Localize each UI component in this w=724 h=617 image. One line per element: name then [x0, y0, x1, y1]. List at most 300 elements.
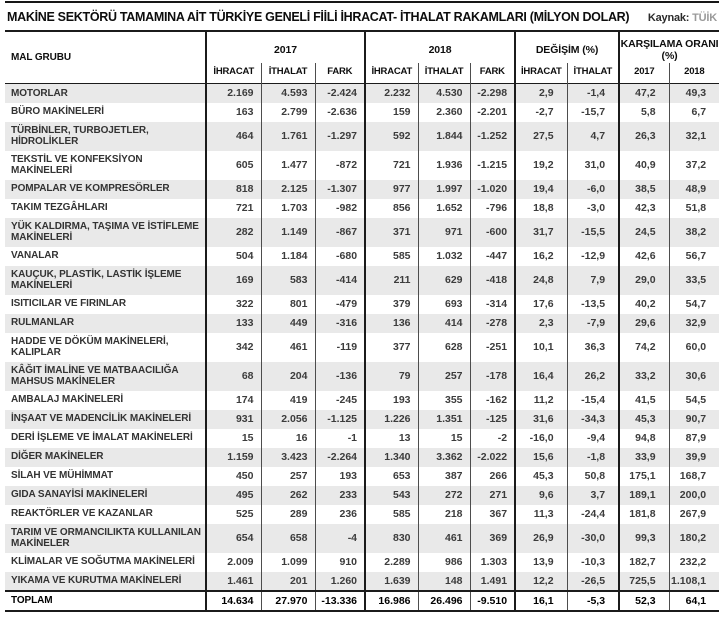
cell: -1,8 [567, 448, 619, 467]
row-label: POMPALAR VE KOMPRESÖRLER [11, 183, 170, 195]
row-label: TAKIM TEZGÂHLARI [11, 202, 108, 214]
cell: -16,0 [515, 429, 567, 448]
cell: 204 [261, 362, 315, 391]
cell: 414 [418, 314, 470, 333]
row-label: GIDA SANAYİSİ MAKİNELERİ [11, 489, 148, 501]
row-label: YIKAMA VE KURUTMA MAKİNELERİ [11, 574, 182, 586]
cell: 32,9 [669, 314, 719, 333]
cell: 31,6 [515, 410, 567, 429]
cell: 40,9 [619, 151, 669, 180]
table-row [5, 266, 719, 295]
cell: 40,2 [619, 295, 669, 314]
table-row [5, 84, 719, 103]
cell: 1.184 [261, 247, 315, 266]
cell: 1.477 [261, 151, 315, 180]
title-bar [5, 3, 719, 30]
table-row [5, 314, 719, 333]
cell: 1.491 [470, 572, 515, 591]
cell: -30,0 [567, 524, 619, 553]
cell: -1.020 [470, 180, 515, 199]
table-row [5, 362, 719, 391]
cell: 379 [365, 295, 418, 314]
cell: -136 [315, 362, 365, 391]
table-row [5, 218, 719, 247]
cell: 24,8 [515, 266, 567, 295]
table-row-total [5, 591, 719, 611]
cell: 7,9 [567, 266, 619, 295]
cell: 16,4 [515, 362, 567, 391]
cell: -125 [470, 410, 515, 429]
cell: 721 [206, 199, 261, 218]
cell: 1.703 [261, 199, 315, 218]
cell: -1.252 [470, 122, 515, 151]
cell: 12,2 [515, 572, 567, 591]
cell: 68 [206, 362, 261, 391]
cell: 133 [206, 314, 261, 333]
row-label: KÂĞIT İMALİNE VE MATBAACILIĞA MAHSUS MAKİNELER [11, 364, 179, 387]
cell: -2.298 [470, 84, 515, 103]
sub-header: İTHALAT [261, 63, 315, 84]
cell: 583 [261, 266, 315, 295]
cell: 13,9 [515, 553, 567, 572]
cell: -6,0 [567, 180, 619, 199]
group-header-degisim: DEĞİŞİM (%) [515, 31, 619, 63]
cell: 977 [365, 180, 418, 199]
cell: 856 [365, 199, 418, 218]
cell: -245 [315, 391, 365, 410]
table-row [5, 333, 719, 362]
cell: 41,5 [619, 391, 669, 410]
row-label: TEKSTİL VE KONFEKSİYON MAKİNELERİ [11, 153, 143, 176]
cell: 387 [418, 467, 470, 486]
cell: 1.260 [315, 572, 365, 591]
cell: 19,2 [515, 151, 567, 180]
sub-header: 2017 [619, 63, 669, 84]
cell: 1.340 [365, 448, 418, 467]
cell: 3,7 [567, 486, 619, 505]
table-row [5, 553, 719, 572]
cell: 322 [206, 295, 261, 314]
cell: -1.125 [315, 410, 365, 429]
table-row [5, 122, 719, 151]
cell: 45,3 [619, 410, 669, 429]
cell: 236 [315, 505, 365, 524]
source-label: Kaynak: [647, 12, 690, 24]
cell: 17,6 [515, 295, 567, 314]
cell: 525 [206, 505, 261, 524]
sub-header: 2018 [669, 63, 719, 84]
row-label: AMBALAJ MAKİNELERİ [11, 394, 124, 406]
row-label: RULMANLAR [11, 317, 74, 329]
cell: 262 [261, 486, 315, 505]
cell: -5,3 [567, 591, 619, 611]
cell: -119 [315, 333, 365, 362]
cell: 45,3 [515, 467, 567, 486]
cell: 721 [365, 151, 418, 180]
table-row [5, 467, 719, 486]
table-row [5, 103, 719, 122]
cell: 2.799 [261, 103, 315, 122]
sub-header: İHRACAT [365, 63, 418, 84]
row-label: KAUÇUK, PLASTİK, LASTİK İŞLEME MAKİNELERİ [11, 268, 182, 291]
table-row [5, 572, 719, 591]
cell: 1.303 [470, 553, 515, 572]
cell: -2,7 [515, 103, 567, 122]
cell: -13.336 [315, 591, 365, 611]
cell: 233 [315, 486, 365, 505]
cell: 629 [418, 266, 470, 295]
page-root [0, 1, 724, 617]
cell: -15,7 [567, 103, 619, 122]
cell: 90,7 [669, 410, 719, 429]
cell: 38,2 [669, 218, 719, 247]
cell: -479 [315, 295, 365, 314]
cell: 18,8 [515, 199, 567, 218]
cell: 26,3 [619, 122, 669, 151]
cell: 39,9 [669, 448, 719, 467]
group-header-row [5, 31, 719, 63]
cell: 11,2 [515, 391, 567, 410]
cell: 1.159 [206, 448, 261, 467]
cell: 257 [418, 362, 470, 391]
cell: 4.593 [261, 84, 315, 103]
cell: 9,6 [515, 486, 567, 505]
cell: 163 [206, 103, 261, 122]
cell: 4.530 [418, 84, 470, 103]
cell: 3.362 [418, 448, 470, 467]
cell: 32,1 [669, 122, 719, 151]
cell: 42,3 [619, 199, 669, 218]
cell: -2.264 [315, 448, 365, 467]
cell: 2.169 [206, 84, 261, 103]
cell: 14.634 [206, 591, 261, 611]
cell: -24,4 [567, 505, 619, 524]
cell: 461 [418, 524, 470, 553]
cell: 33,2 [619, 362, 669, 391]
table-row [5, 247, 719, 266]
cell: 193 [365, 391, 418, 410]
cell: -15,5 [567, 218, 619, 247]
cell: -982 [315, 199, 365, 218]
cell: 174 [206, 391, 261, 410]
group-header-2017: 2017 [206, 31, 365, 63]
cell: 26,9 [515, 524, 567, 553]
row-label: TÜRBİNLER, TURBOJETLER, HİDROLİKLER [11, 124, 149, 147]
cell: 15 [418, 429, 470, 448]
sub-header: İHRACAT [515, 63, 567, 84]
cell: 592 [365, 122, 418, 151]
cell: 266 [470, 467, 515, 486]
cell: 1.032 [418, 247, 470, 266]
cell: 1.639 [365, 572, 418, 591]
cell: -26,5 [567, 572, 619, 591]
cell: 654 [206, 524, 261, 553]
cell: 5,8 [619, 103, 669, 122]
cell: 464 [206, 122, 261, 151]
cell: 653 [365, 467, 418, 486]
cell: 148 [418, 572, 470, 591]
cell: 27,5 [515, 122, 567, 151]
cell: 54,7 [669, 295, 719, 314]
cell: 16,2 [515, 247, 567, 266]
cell: 628 [418, 333, 470, 362]
cell: -10,3 [567, 553, 619, 572]
table-row [5, 391, 719, 410]
cell: 64,1 [669, 591, 719, 611]
cell: 232,2 [669, 553, 719, 572]
cell: -418 [470, 266, 515, 295]
cell: -680 [315, 247, 365, 266]
cell: 377 [365, 333, 418, 362]
cell: -2.201 [470, 103, 515, 122]
cell: 257 [261, 467, 315, 486]
table-row [5, 295, 719, 314]
cell: -316 [315, 314, 365, 333]
cell: 461 [261, 333, 315, 362]
group-header-2018: 2018 [365, 31, 515, 63]
table-header [5, 31, 719, 84]
cell: 272 [418, 486, 470, 505]
cell: 369 [470, 524, 515, 553]
cell: -4 [315, 524, 365, 553]
cell: 31,7 [515, 218, 567, 247]
cell: 16,1 [515, 591, 567, 611]
cell: 801 [261, 295, 315, 314]
cell: -1.307 [315, 180, 365, 199]
cell: 16 [261, 429, 315, 448]
cell: -1.215 [470, 151, 515, 180]
cell: -12,9 [567, 247, 619, 266]
cell: 33,5 [669, 266, 719, 295]
cell: 4,7 [567, 122, 619, 151]
table-row [5, 180, 719, 199]
cell: 24,5 [619, 218, 669, 247]
cell: 27.970 [261, 591, 315, 611]
source-note [648, 12, 717, 24]
cell: -162 [470, 391, 515, 410]
cell: 13 [365, 429, 418, 448]
row-label: REAKTÖRLER VE KAZANLAR [11, 508, 153, 520]
row-label: VANALAR [11, 250, 59, 262]
cell: 189,1 [619, 486, 669, 505]
row-label: İNŞAAT VE MADENCİLİK MAKİNELERİ [11, 413, 192, 425]
cell: 585 [365, 247, 418, 266]
cell: 16.986 [365, 591, 418, 611]
cell: 99,3 [619, 524, 669, 553]
cell: 211 [365, 266, 418, 295]
cell: 10,1 [515, 333, 567, 362]
cell: 2.009 [206, 553, 261, 572]
cell: -3,0 [567, 199, 619, 218]
cell: -447 [470, 247, 515, 266]
row-label: MOTORLAR [11, 87, 68, 99]
cell: 2,3 [515, 314, 567, 333]
data-table [5, 30, 719, 612]
cell: 1.461 [206, 572, 261, 591]
cell: 38,5 [619, 180, 669, 199]
table-row [5, 486, 719, 505]
cell: 168,7 [669, 467, 719, 486]
cell: 504 [206, 247, 261, 266]
cell: 419 [261, 391, 315, 410]
table-row [5, 410, 719, 429]
cell: 1.351 [418, 410, 470, 429]
cell: 181,8 [619, 505, 669, 524]
cell: 29,0 [619, 266, 669, 295]
cell: 193 [315, 467, 365, 486]
corner-header: MAL GRUBU [11, 52, 72, 63]
cell: 658 [261, 524, 315, 553]
table-row [5, 199, 719, 218]
sub-header: İHRACAT [206, 63, 261, 84]
sub-header: İTHALAT [567, 63, 619, 84]
cell: 49,3 [669, 84, 719, 103]
cell: -2.424 [315, 84, 365, 103]
cell: -600 [470, 218, 515, 247]
cell: 19,4 [515, 180, 567, 199]
cell: 1.761 [261, 122, 315, 151]
cell: -13,5 [567, 295, 619, 314]
cell: 267,9 [669, 505, 719, 524]
cell: 48,9 [669, 180, 719, 199]
cell: 33,9 [619, 448, 669, 467]
cell: -9,4 [567, 429, 619, 448]
cell: 6,7 [669, 103, 719, 122]
cell: 36,3 [567, 333, 619, 362]
cell: 136 [365, 314, 418, 333]
sub-header: FARK [470, 63, 515, 84]
cell: 355 [418, 391, 470, 410]
cell: 986 [418, 553, 470, 572]
cell: 29,6 [619, 314, 669, 333]
cell: 450 [206, 467, 261, 486]
cell: 26,2 [567, 362, 619, 391]
cell: 1.844 [418, 122, 470, 151]
cell: 971 [418, 218, 470, 247]
cell: 74,2 [619, 333, 669, 362]
row-label: TARIM VE ORMANCILIKTA KULLANILAN MAKİNELER [11, 526, 201, 549]
cell: 182,7 [619, 553, 669, 572]
cell: 26.496 [418, 591, 470, 611]
cell: 51,8 [669, 199, 719, 218]
cell: 271 [470, 486, 515, 505]
cell: 15,6 [515, 448, 567, 467]
cell: 175,1 [619, 467, 669, 486]
row-label: BÜRO MAKİNELERİ [11, 106, 104, 118]
cell: 2,9 [515, 84, 567, 103]
cell: -867 [315, 218, 365, 247]
cell: -1.297 [315, 122, 365, 151]
cell: 725,5 [619, 572, 669, 591]
cell: -15,4 [567, 391, 619, 410]
cell: 1.652 [418, 199, 470, 218]
row-label: SİLAH VE MÜHİMMAT [11, 470, 113, 482]
cell: 830 [365, 524, 418, 553]
cell: 60,0 [669, 333, 719, 362]
cell: -9.510 [470, 591, 515, 611]
cell: 2.289 [365, 553, 418, 572]
row-label: TOPLAM [11, 594, 53, 606]
table-row [5, 448, 719, 467]
row-label: DİĞER MAKİNELER [11, 451, 104, 463]
cell: 2.232 [365, 84, 418, 103]
cell: -314 [470, 295, 515, 314]
cell: 282 [206, 218, 261, 247]
cell: 94,8 [619, 429, 669, 448]
cell: 1.108,1 [669, 572, 719, 591]
row-label: DERİ İŞLEME VE İMALAT MAKİNELERİ [11, 432, 193, 444]
cell: 342 [206, 333, 261, 362]
cell: -2 [470, 429, 515, 448]
row-label: YÜK KALDIRMA, TAŞIMA VE İSTİFLEME MAKİNELERİ [11, 220, 199, 243]
cell: 201 [261, 572, 315, 591]
cell: -2.636 [315, 103, 365, 122]
sub-header: FARK [315, 63, 365, 84]
source-value: TÜİK [692, 12, 717, 24]
cell: 818 [206, 180, 261, 199]
table-row [5, 151, 719, 180]
cell: -1,4 [567, 84, 619, 103]
cell: 54,5 [669, 391, 719, 410]
cell: 79 [365, 362, 418, 391]
cell: 449 [261, 314, 315, 333]
cell: 1.149 [261, 218, 315, 247]
table-body [5, 84, 719, 611]
row-label: ISITICILAR VE FIRINLAR [11, 298, 127, 310]
table-row [5, 429, 719, 448]
cell: -2.022 [470, 448, 515, 467]
cell: -7,9 [567, 314, 619, 333]
cell: 180,2 [669, 524, 719, 553]
cell: -278 [470, 314, 515, 333]
cell: 1.099 [261, 553, 315, 572]
page-title: MAKİNE SEKTÖRÜ TAMAMINA AİT TÜRKİYE GENELİ FİİLİ İHRACAT- İTHALAT RAKAMLARI (MİLYON DOLAR) [7, 10, 630, 24]
cell: 30,6 [669, 362, 719, 391]
cell: 931 [206, 410, 261, 429]
cell: 11,3 [515, 505, 567, 524]
table-row [5, 505, 719, 524]
cell: 495 [206, 486, 261, 505]
cell: 31,0 [567, 151, 619, 180]
table-row [5, 524, 719, 553]
cell: 367 [470, 505, 515, 524]
cell: 3.423 [261, 448, 315, 467]
cell: -1 [315, 429, 365, 448]
cell: 1.997 [418, 180, 470, 199]
cell: -796 [470, 199, 515, 218]
cell: 159 [365, 103, 418, 122]
cell: 693 [418, 295, 470, 314]
cell: 169 [206, 266, 261, 295]
cell: 910 [315, 553, 365, 572]
cell: 200,0 [669, 486, 719, 505]
cell: -178 [470, 362, 515, 391]
cell: 2.360 [418, 103, 470, 122]
row-label: KLİMALAR VE SOĞUTMA MAKİNELERİ [11, 556, 195, 568]
cell: 289 [261, 505, 315, 524]
cell: -414 [315, 266, 365, 295]
cell: 50,8 [567, 467, 619, 486]
group-header-karsilama: KARŞILAMA ORANI (%) [619, 31, 719, 63]
cell: 15 [206, 429, 261, 448]
cell: -251 [470, 333, 515, 362]
cell: -34,3 [567, 410, 619, 429]
cell: 605 [206, 151, 261, 180]
cell: 1.936 [418, 151, 470, 180]
cell: 543 [365, 486, 418, 505]
cell: 2.056 [261, 410, 315, 429]
cell: 371 [365, 218, 418, 247]
